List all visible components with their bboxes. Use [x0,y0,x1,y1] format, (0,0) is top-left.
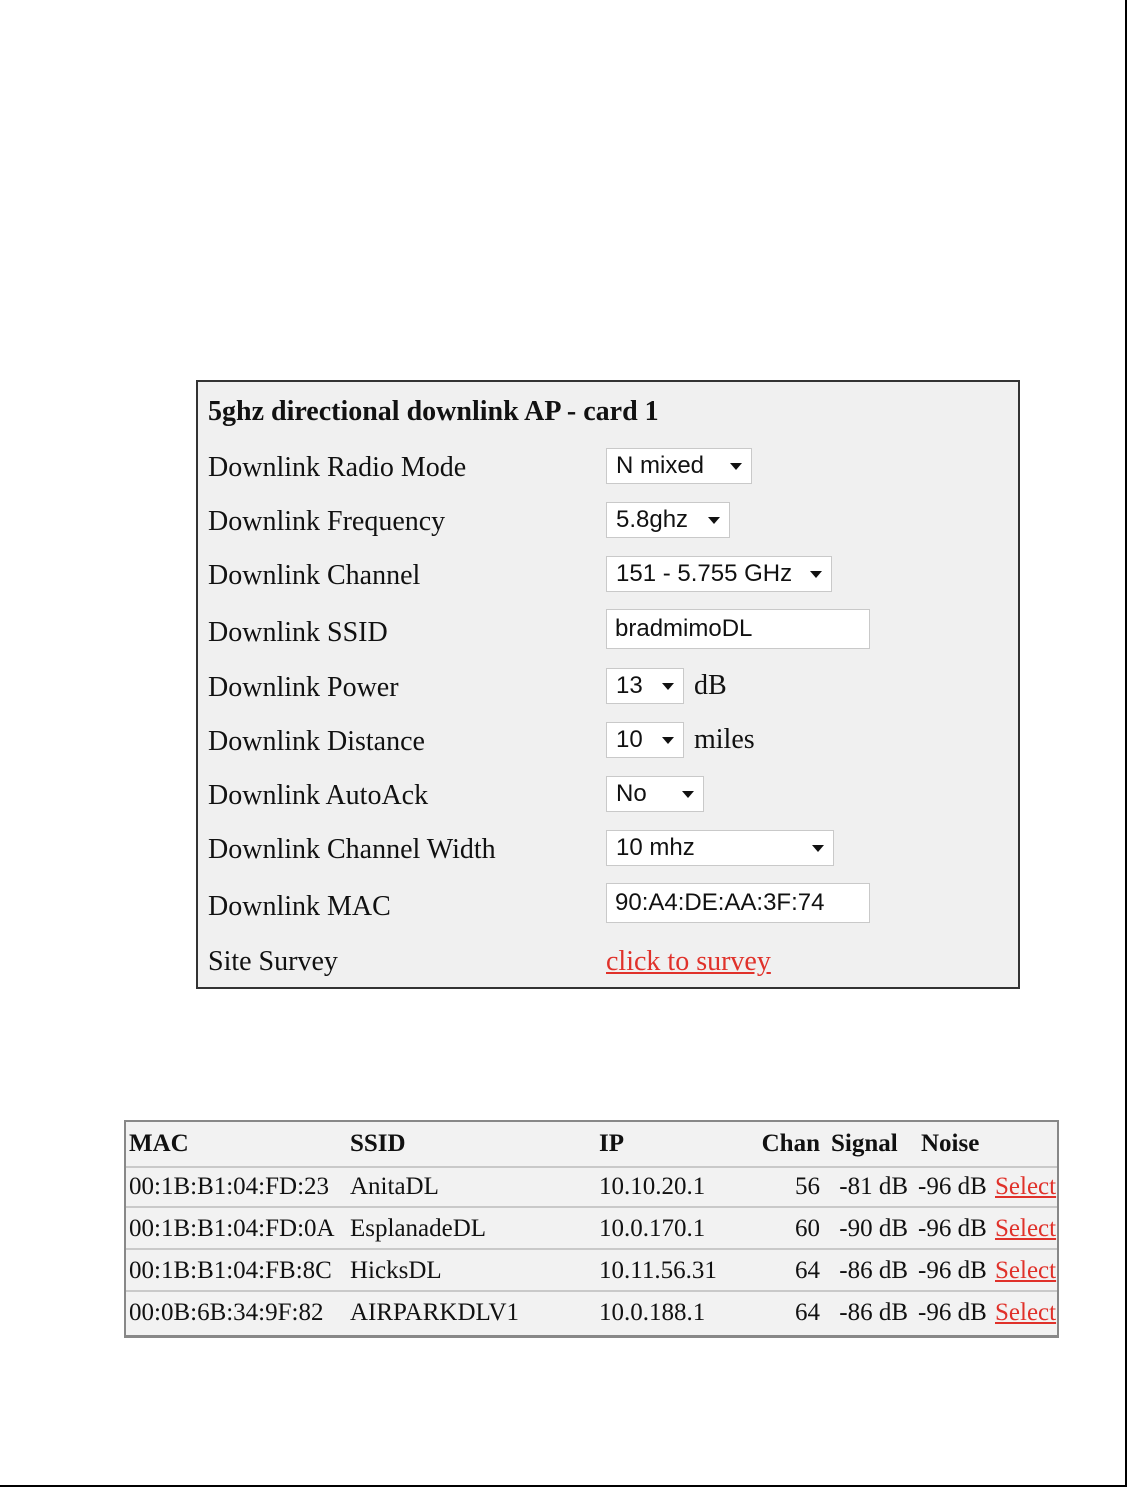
select-link[interactable]: Select [995,1173,1057,1200]
chevron-down-icon [812,845,824,852]
frequency-label: Downlink Frequency [208,506,446,537]
autoack-select[interactable] [606,776,704,812]
row-channel [208,556,1008,596]
row-power [208,668,1008,708]
row-autoack [208,776,1008,816]
select-link[interactable]: Select [995,1257,1057,1284]
power-unit: dB [694,670,727,701]
ssid-input[interactable]: bradmimoDL [606,609,870,649]
cell-chan: 64 [795,1299,820,1326]
distance-select[interactable] [606,722,684,758]
chevron-down-icon [682,791,694,798]
cell-ip: 10.10.20.1 [599,1173,706,1200]
chevron-down-icon [708,517,720,524]
cell-mac: 00:1B:B1:04:FD:23 [129,1173,330,1200]
distance-unit: miles [694,724,755,755]
power-label: Downlink Power [208,672,399,703]
select-link[interactable]: Select [995,1299,1057,1326]
header-ssid: SSID [350,1130,406,1157]
table-header [126,1122,1057,1168]
cell-chan: 64 [795,1257,820,1284]
channel-width-value: 10 mhz [616,834,695,861]
mac-input[interactable]: 90:A4:DE:AA:3F:74 [606,883,870,923]
row-radio-mode [208,448,1008,488]
header-mac: MAC [129,1130,189,1157]
channel-select[interactable] [606,556,832,592]
header-chan: Chan [761,1130,820,1157]
ssid-label: Downlink SSID [208,617,388,648]
frequency-value: 5.8ghz [616,506,689,533]
row-site-survey [208,942,1008,982]
cell-ip: 10.11.56.31 [599,1257,717,1284]
frequency-select[interactable] [606,502,730,538]
header-signal: Signal [831,1130,898,1157]
cell-signal: -81 dB [839,1173,908,1200]
mac-label: Downlink MAC [208,891,391,922]
cell-mac: 00:0B:6B:34:9F:82 [129,1299,324,1326]
cell-noise: -96 dB [918,1173,987,1200]
power-value: 13 [616,672,643,699]
header-noise: Noise [921,1130,980,1157]
distance-label: Downlink Distance [208,726,425,757]
cell-signal: -86 dB [839,1257,908,1284]
chevron-down-icon [662,683,674,690]
cell-chan: 60 [795,1215,820,1242]
cell-noise: -96 dB [918,1299,987,1326]
cell-signal: -90 dB [839,1215,908,1242]
row-distance [208,722,1008,762]
cell-mac: 00:1B:B1:04:FD:0A [129,1215,335,1242]
distance-value: 10 [616,726,643,753]
channel-label: Downlink Channel [208,560,421,591]
cell-noise: -96 dB [918,1215,987,1242]
site-survey-label: Site Survey [208,946,338,977]
radio-mode-value: N mixed [616,452,705,479]
cell-ssid: HicksDL [350,1257,442,1284]
channel-width-label: Downlink Channel Width [208,834,496,865]
channel-value: 151 - 5.755 GHz [616,560,793,587]
row-mac [208,883,1008,923]
cell-chan: 56 [795,1173,820,1200]
click-to-survey-link[interactable]: click to survey [606,946,771,977]
chevron-down-icon [810,571,822,578]
power-select[interactable] [606,668,684,704]
radio-mode-label: Downlink Radio Mode [208,452,467,483]
radio-mode-select[interactable] [606,448,752,484]
header-ip: IP [599,1130,624,1157]
cell-signal: -86 dB [839,1299,908,1326]
chevron-down-icon [662,737,674,744]
row-ssid [208,609,1008,649]
cell-ip: 10.0.170.1 [599,1215,706,1242]
panel-title: 5ghz directional downlink AP - card 1 [208,396,659,427]
table-row [126,1292,1057,1332]
autoack-label: Downlink AutoAck [208,780,429,811]
cell-ssid: EsplanadeDL [350,1215,487,1242]
cell-ssid: AIRPARKDLV1 [350,1299,520,1326]
channel-width-select[interactable] [606,830,834,866]
chevron-down-icon [730,463,742,470]
site-survey-table [124,1120,1059,1338]
cell-noise: -96 dB [918,1257,987,1284]
table-row [126,1250,1057,1292]
row-frequency [208,502,1008,542]
cell-ip: 10.0.188.1 [599,1299,706,1326]
downlink-settings-panel [196,380,1020,989]
row-channel-width [208,830,1008,870]
select-link[interactable]: Select [995,1215,1057,1242]
table-row [126,1208,1057,1250]
cell-ssid: AnitaDL [350,1173,439,1200]
cell-mac: 00:1B:B1:04:FB:8C [129,1257,332,1284]
table-row [126,1166,1057,1208]
autoack-value: No [616,780,647,807]
